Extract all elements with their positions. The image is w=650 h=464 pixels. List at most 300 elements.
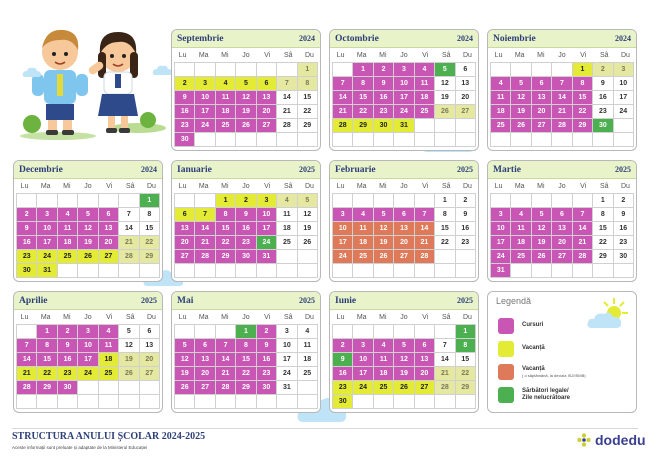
day-cell: 17	[195, 105, 215, 119]
empty-cell	[78, 194, 98, 208]
empty-cell	[236, 264, 256, 278]
day-cell: 20	[532, 105, 552, 119]
day-cell: 15	[456, 353, 476, 367]
day-cell: 13	[456, 77, 476, 91]
empty-cell	[277, 264, 297, 278]
day-cell: 13	[195, 353, 215, 367]
empty-cell	[552, 133, 572, 147]
day-cell: 4	[216, 77, 236, 91]
empty-cell	[298, 250, 318, 264]
day-cell: 15	[573, 91, 593, 105]
day-cell: 6	[552, 208, 572, 222]
day-cell: 10	[353, 353, 373, 367]
day-cell: 29	[236, 381, 256, 395]
day-cell: 30	[593, 119, 613, 133]
day-cell: 21	[333, 105, 353, 119]
day-cell: 4	[353, 208, 373, 222]
day-cell: 16	[456, 222, 476, 236]
month-year: 2025	[141, 296, 157, 305]
weekday-label: Jo	[84, 313, 92, 321]
day-cell: 2	[614, 194, 634, 208]
day-cell: 23	[374, 105, 394, 119]
empty-cell	[216, 264, 236, 278]
day-cell: 5	[119, 325, 139, 339]
day-cell: 18	[277, 222, 297, 236]
weekday-label: Ma	[40, 182, 51, 190]
day-cell: 3	[614, 63, 634, 77]
day-cell: 27	[456, 105, 476, 119]
empty-cell	[374, 325, 394, 339]
day-cell: 12	[298, 208, 318, 222]
month-year: 2024	[615, 34, 631, 43]
day-cell: 6	[456, 63, 476, 77]
day-cell: 14	[277, 91, 297, 105]
day-cell: 16	[257, 353, 277, 367]
weekday-label: Lu	[494, 51, 503, 59]
empty-cell	[277, 133, 297, 147]
day-cell: 6	[415, 339, 435, 353]
empty-cell	[593, 264, 613, 278]
day-cell: 11	[415, 77, 435, 91]
empty-cell	[257, 133, 277, 147]
weekday-label: Mi	[537, 51, 545, 59]
day-cell: 27	[257, 119, 277, 133]
day-cell: 7	[216, 339, 236, 353]
month-header	[488, 161, 636, 179]
day-cell: 29	[456, 381, 476, 395]
day-cell: 15	[37, 353, 57, 367]
cloud-icon	[22, 66, 42, 78]
day-cell: 4	[99, 325, 119, 339]
empty-cell	[58, 264, 78, 278]
empty-cell	[374, 264, 394, 278]
weekday-label: Jo	[558, 51, 566, 59]
day-cell: 5	[78, 208, 98, 222]
day-cell: 8	[573, 77, 593, 91]
month-year: 2024	[141, 165, 157, 174]
day-cell: 17	[614, 91, 634, 105]
day-cell: 25	[298, 367, 318, 381]
month-header	[14, 161, 162, 179]
day-cell: 23	[175, 119, 195, 133]
day-cell: 1	[216, 194, 236, 208]
month-name: Martie	[493, 164, 521, 175]
weekday-label: Mi	[221, 313, 229, 321]
day-cell: 1	[37, 325, 57, 339]
empty-cell	[58, 194, 78, 208]
day-cell: 12	[511, 91, 531, 105]
empty-cell	[552, 63, 572, 77]
day-cell: 9	[257, 339, 277, 353]
legend-swatch	[498, 318, 514, 334]
day-grid	[174, 324, 318, 409]
empty-cell	[573, 264, 593, 278]
empty-cell	[298, 264, 318, 278]
day-grid	[332, 62, 476, 147]
day-cell: 30	[17, 264, 37, 278]
day-cell: 3	[257, 194, 277, 208]
month-ianuarie	[171, 160, 321, 282]
empty-cell	[532, 194, 552, 208]
day-cell: 24	[277, 367, 297, 381]
empty-cell	[573, 133, 593, 147]
weekday-label: Sâ	[283, 51, 293, 59]
day-cell: 17	[394, 91, 414, 105]
day-cell: 21	[17, 367, 37, 381]
empty-cell	[353, 395, 373, 409]
weekday-label: Jo	[558, 182, 566, 190]
day-cell: 21	[573, 236, 593, 250]
empty-cell	[195, 264, 215, 278]
day-cell: 15	[353, 91, 373, 105]
weekday-label: Du	[304, 313, 314, 321]
empty-cell	[195, 133, 215, 147]
day-cell: 10	[195, 91, 215, 105]
day-cell: 29	[573, 119, 593, 133]
empty-cell	[456, 395, 476, 409]
day-cell: 21	[277, 105, 297, 119]
weekday-label: Du	[462, 313, 472, 321]
empty-cell	[99, 194, 119, 208]
legend-item-courses	[498, 318, 543, 334]
day-grid	[16, 193, 160, 278]
day-cell: 20	[394, 236, 414, 250]
weekday-label: Lu	[20, 313, 29, 321]
month-year: 2025	[615, 165, 631, 174]
month-iunie	[329, 291, 479, 413]
weekday-label: Jo	[242, 182, 250, 190]
day-cell: 2	[593, 63, 613, 77]
weekday-label: Vi	[422, 313, 429, 321]
empty-cell	[435, 264, 455, 278]
bush-icon	[23, 115, 41, 133]
day-cell: 7	[119, 208, 139, 222]
weekday-row	[14, 179, 162, 193]
day-cell: 5	[511, 77, 531, 91]
page-subtitle: Aceste informații sunt preluate și adaptate de la Ministerul Educației	[12, 445, 148, 450]
empty-cell	[333, 194, 353, 208]
day-cell: 22	[435, 236, 455, 250]
day-cell: 20	[456, 91, 476, 105]
day-cell: 18	[374, 367, 394, 381]
weekday-label: Mi	[379, 313, 387, 321]
month-mai	[171, 291, 321, 413]
day-cell: 4	[511, 208, 531, 222]
weekday-label: Sâ	[441, 51, 451, 59]
month-noiembrie	[487, 29, 637, 151]
day-cell: 20	[99, 236, 119, 250]
empty-cell	[415, 194, 435, 208]
empty-cell	[175, 395, 195, 409]
weekday-label: Lu	[494, 182, 503, 190]
day-cell: 15	[435, 222, 455, 236]
day-cell: 14	[216, 353, 236, 367]
weekday-row	[330, 48, 478, 62]
day-cell: 31	[491, 264, 511, 278]
day-cell: 9	[175, 91, 195, 105]
day-cell: 5	[532, 208, 552, 222]
day-cell: 5	[394, 339, 414, 353]
day-cell: 10	[491, 222, 511, 236]
day-cell: 11	[277, 208, 297, 222]
month-aprilie	[13, 291, 163, 413]
month-decembrie	[13, 160, 163, 282]
day-cell: 13	[175, 222, 195, 236]
day-cell: 14	[119, 222, 139, 236]
day-cell: 8	[593, 208, 613, 222]
weekday-row	[14, 310, 162, 324]
weekday-label: Ma	[514, 182, 525, 190]
day-cell: 17	[353, 367, 373, 381]
day-cell: 8	[298, 77, 318, 91]
day-cell: 9	[374, 77, 394, 91]
legend-title: Legendă	[496, 296, 532, 306]
day-cell: 1	[353, 63, 373, 77]
weekday-label: Lu	[336, 313, 345, 321]
day-cell: 22	[298, 105, 318, 119]
weekday-label: Vi	[422, 182, 429, 190]
weekday-label: Ma	[356, 313, 367, 321]
day-cell: 11	[353, 222, 373, 236]
day-cell: 26	[511, 119, 531, 133]
day-cell: 7	[195, 208, 215, 222]
empty-cell	[435, 133, 455, 147]
empty-cell	[532, 133, 552, 147]
day-cell: 24	[491, 250, 511, 264]
empty-cell	[456, 250, 476, 264]
day-cell: 23	[236, 236, 256, 250]
day-cell: 1	[435, 194, 455, 208]
day-cell: 1	[456, 325, 476, 339]
day-cell: 7	[333, 77, 353, 91]
day-cell: 26	[394, 381, 414, 395]
weekday-row	[488, 179, 636, 193]
day-cell: 22	[140, 236, 160, 250]
month-martie	[487, 160, 637, 282]
day-cell: 21	[435, 367, 455, 381]
day-cell: 11	[298, 339, 318, 353]
page-title: STRUCTURA ANULUI ȘCOLAR 2024-2025	[12, 431, 206, 442]
day-cell: 2	[175, 77, 195, 91]
weekday-label: Sâ	[283, 313, 293, 321]
empty-cell	[277, 395, 297, 409]
weekday-label: Mi	[221, 51, 229, 59]
month-header	[14, 292, 162, 310]
legend-note: ( o săptămână, la decizia ISJ/ISMB)	[522, 373, 586, 379]
day-cell: 25	[415, 105, 435, 119]
day-cell: 4	[277, 194, 297, 208]
day-cell: 18	[58, 236, 78, 250]
weekday-label: Sâ	[441, 182, 451, 190]
weekday-label: Du	[304, 51, 314, 59]
day-cell: 12	[435, 77, 455, 91]
day-cell: 22	[573, 105, 593, 119]
legend-label-2: Zile nelucrătoare	[522, 395, 571, 401]
empty-cell	[257, 264, 277, 278]
day-cell: 28	[435, 381, 455, 395]
empty-cell	[435, 325, 455, 339]
day-cell: 21	[552, 105, 572, 119]
day-cell: 8	[353, 77, 373, 91]
day-cell: 10	[394, 77, 414, 91]
weekday-label: Vi	[580, 51, 587, 59]
weekday-label: Vi	[580, 182, 587, 190]
month-name: Iunie	[335, 295, 357, 306]
weekday-label: Du	[304, 182, 314, 190]
empty-cell	[333, 133, 353, 147]
empty-cell	[456, 133, 476, 147]
empty-cell	[298, 133, 318, 147]
day-cell: 3	[78, 325, 98, 339]
day-grid	[174, 62, 318, 147]
day-grid	[16, 324, 160, 409]
empty-cell	[257, 63, 277, 77]
day-cell: 9	[614, 208, 634, 222]
day-cell: 14	[415, 222, 435, 236]
day-cell: 28	[17, 381, 37, 395]
day-cell: 18	[353, 236, 373, 250]
weekday-label: Ma	[356, 182, 367, 190]
weekday-label: Mi	[63, 182, 71, 190]
day-cell: 27	[394, 250, 414, 264]
empty-cell	[532, 264, 552, 278]
day-cell: 1	[298, 63, 318, 77]
day-cell: 23	[593, 105, 613, 119]
day-cell: 31	[257, 250, 277, 264]
day-cell: 14	[435, 353, 455, 367]
day-cell: 11	[374, 353, 394, 367]
day-cell: 23	[456, 236, 476, 250]
weekday-label: Jo	[242, 313, 250, 321]
weekday-label: Sâ	[125, 313, 135, 321]
day-cell: 19	[119, 353, 139, 367]
weekday-label: Ma	[198, 51, 209, 59]
month-year: 2025	[299, 296, 315, 305]
weekday-label: Mi	[63, 313, 71, 321]
empty-cell	[435, 395, 455, 409]
month-februarie	[329, 160, 479, 282]
weekday-label: Jo	[400, 51, 408, 59]
month-header	[330, 292, 478, 310]
month-name: Aprilie	[19, 295, 48, 306]
weekday-label: Vi	[106, 313, 113, 321]
day-cell: 30	[374, 119, 394, 133]
day-cell: 7	[17, 339, 37, 353]
weekday-row	[172, 310, 320, 324]
day-cell: 12	[532, 222, 552, 236]
empty-cell	[511, 133, 531, 147]
day-cell: 13	[99, 222, 119, 236]
legend-label: Vacanță	[522, 345, 545, 352]
day-cell: 2	[236, 194, 256, 208]
month-header	[330, 30, 478, 48]
weekday-label: Sâ	[441, 313, 451, 321]
day-cell: 20	[415, 367, 435, 381]
empty-cell	[456, 264, 476, 278]
empty-cell	[78, 264, 98, 278]
empty-cell	[456, 119, 476, 133]
day-cell: 31	[394, 119, 414, 133]
empty-cell	[333, 325, 353, 339]
day-cell: 9	[236, 208, 256, 222]
day-cell: 2	[333, 339, 353, 353]
month-header	[172, 292, 320, 310]
day-cell: 17	[37, 236, 57, 250]
day-cell: 4	[374, 339, 394, 353]
day-cell: 12	[236, 91, 256, 105]
day-cell: 25	[99, 367, 119, 381]
day-cell: 11	[58, 222, 78, 236]
empty-cell	[99, 395, 119, 409]
empty-cell	[394, 194, 414, 208]
day-cell: 13	[257, 91, 277, 105]
day-cell: 25	[491, 119, 511, 133]
day-cell: 2	[17, 208, 37, 222]
day-cell: 30	[257, 381, 277, 395]
day-cell: 28	[415, 250, 435, 264]
weekday-label: Ma	[514, 51, 525, 59]
day-cell: 18	[415, 91, 435, 105]
day-cell: 19	[511, 105, 531, 119]
day-cell: 9	[456, 208, 476, 222]
day-cell: 5	[175, 339, 195, 353]
empty-cell	[593, 133, 613, 147]
day-cell: 5	[435, 63, 455, 77]
weekday-label: Sâ	[599, 182, 609, 190]
empty-cell	[394, 264, 414, 278]
day-cell: 2	[456, 194, 476, 208]
empty-cell	[394, 395, 414, 409]
day-cell: 7	[435, 339, 455, 353]
day-cell: 29	[216, 250, 236, 264]
month-name: Decembrie	[19, 164, 63, 175]
brand-flower-icon	[577, 433, 591, 447]
day-cell: 31	[277, 381, 297, 395]
day-cell: 2	[374, 63, 394, 77]
weekday-label: Jo	[84, 182, 92, 190]
day-cell: 1	[236, 325, 256, 339]
day-cell: 27	[415, 381, 435, 395]
day-cell: 22	[593, 236, 613, 250]
month-name: Ianuarie	[177, 164, 212, 175]
empty-cell	[175, 194, 195, 208]
day-cell: 13	[415, 353, 435, 367]
empty-cell	[374, 133, 394, 147]
day-cell: 4	[298, 325, 318, 339]
empty-cell	[415, 133, 435, 147]
day-cell: 7	[552, 77, 572, 91]
day-cell: 15	[216, 222, 236, 236]
month-year: 2025	[299, 165, 315, 174]
month-header	[488, 30, 636, 48]
legend-panel	[487, 291, 637, 413]
empty-cell	[374, 395, 394, 409]
empty-cell	[78, 381, 98, 395]
day-cell: 8	[140, 208, 160, 222]
day-cell: 26	[78, 250, 98, 264]
day-cell: 30	[614, 250, 634, 264]
day-cell: 19	[394, 367, 414, 381]
empty-cell	[353, 325, 373, 339]
month-year: 2024	[457, 34, 473, 43]
weekday-label: Sâ	[125, 182, 135, 190]
day-cell: 6	[175, 208, 195, 222]
day-cell: 24	[37, 250, 57, 264]
day-cell: 25	[353, 250, 373, 264]
day-cell: 23	[257, 367, 277, 381]
day-cell: 25	[511, 250, 531, 264]
day-cell: 13	[394, 222, 414, 236]
